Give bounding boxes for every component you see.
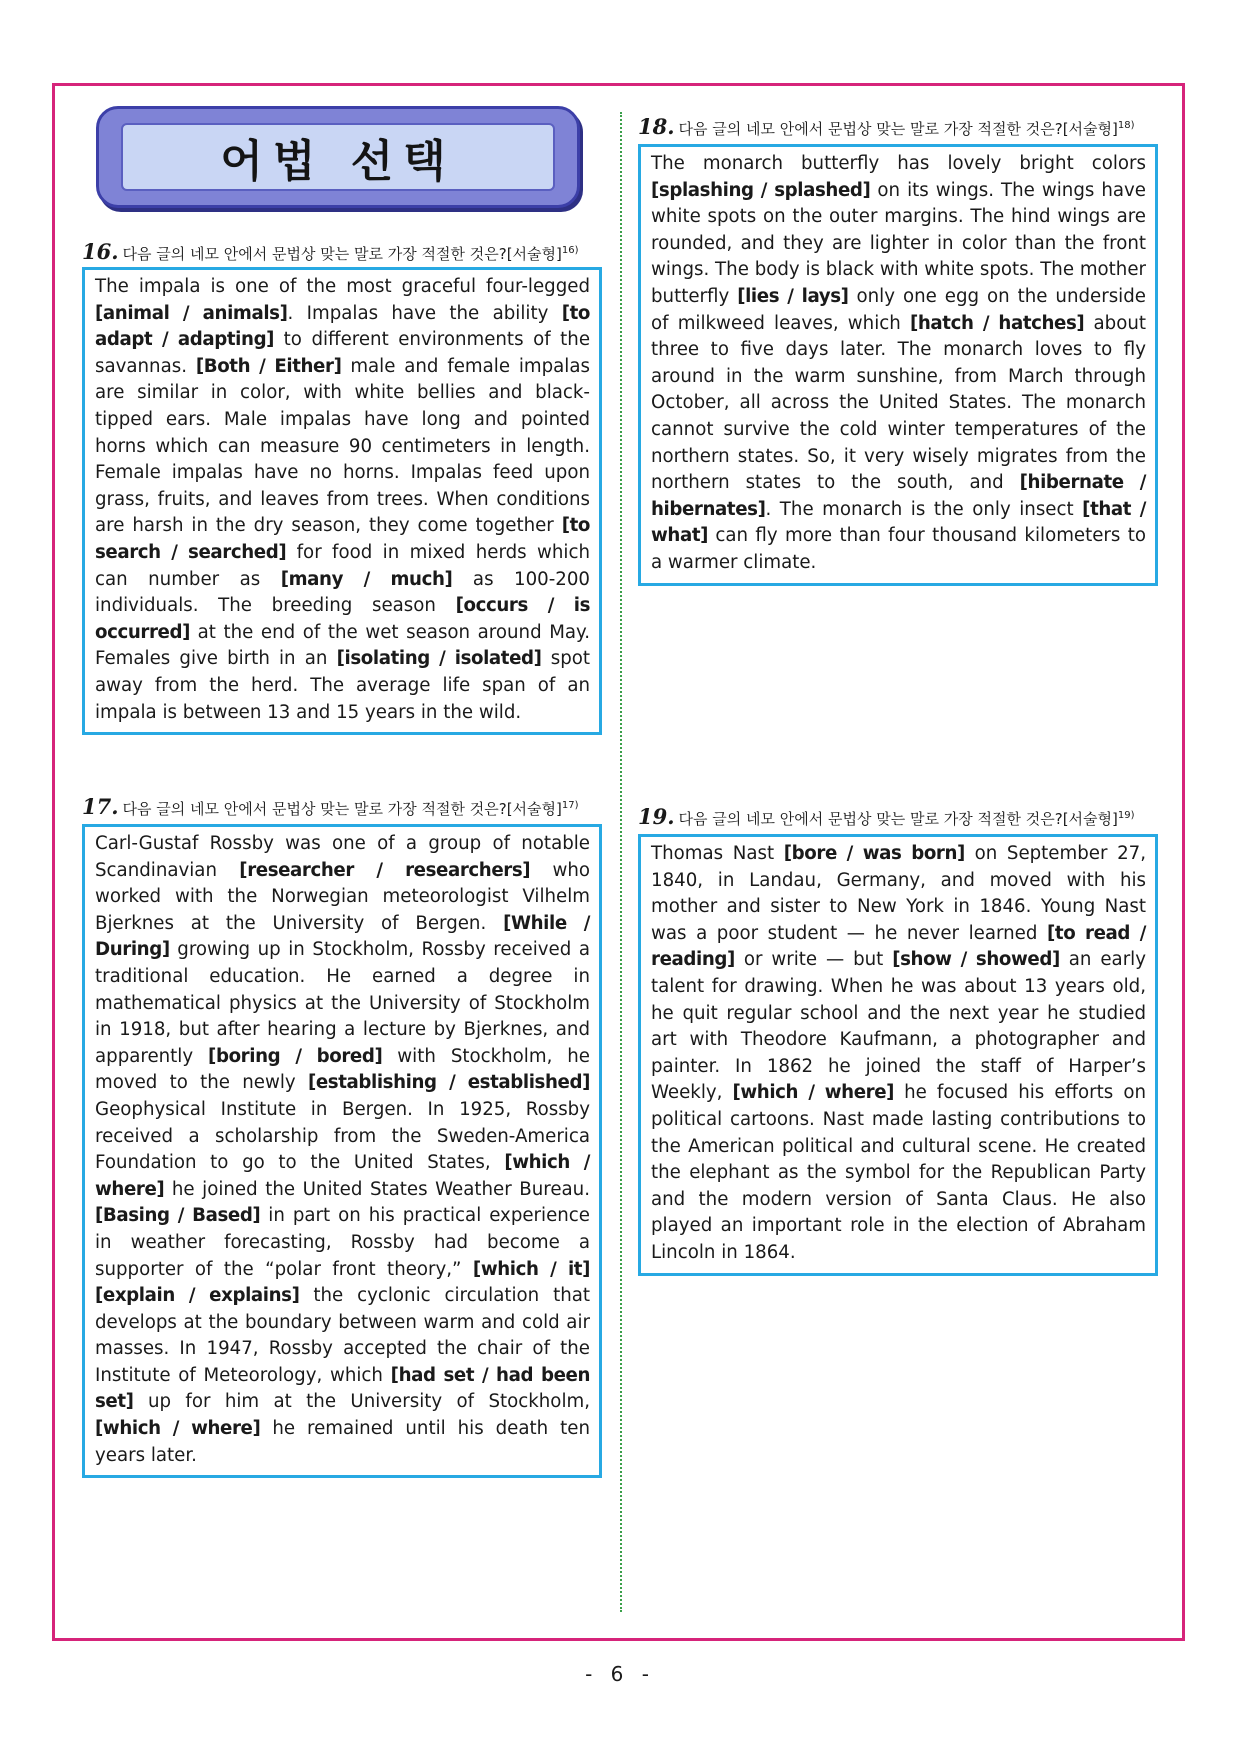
question-number: 17. bbox=[82, 794, 119, 819]
answer-option: [show / showed] bbox=[892, 949, 1060, 971]
passage-text: in part on his practical experience in weather forecasting, Rossby had become a supporter of the “polar front theory,” bbox=[95, 1205, 590, 1280]
passage-box bbox=[638, 834, 1158, 1276]
section-title: 어법 선택 bbox=[220, 136, 456, 187]
answer-option: [isolating / isolated] bbox=[336, 648, 542, 670]
answer-option: [hatch / hatches] bbox=[909, 312, 1085, 334]
footnote-ref: 16) bbox=[561, 245, 579, 256]
question-18 bbox=[638, 115, 1158, 586]
answer-option: [which / it] bbox=[472, 1258, 590, 1280]
answer-option: [that / what] bbox=[651, 498, 1146, 547]
passage-box bbox=[82, 824, 602, 1478]
section-banner bbox=[96, 106, 580, 208]
question-header bbox=[638, 115, 1158, 140]
answer-option: [researcher / researchers] bbox=[239, 859, 531, 881]
answer-option: [lies / lays] bbox=[737, 285, 849, 307]
passage-text: about three to five days later. The monarch loves to fly around in the warm sunshine, from March through October, all across the United States. The monarch cannot survive the cold winter temperatures of the northern states. So, it very wisely migrates from the northern states to the south, and bbox=[651, 312, 1146, 494]
passage-text: Thomas Nast bbox=[651, 843, 784, 864]
answer-option: [which / where] bbox=[95, 1418, 261, 1440]
page-number: - 6 - bbox=[585, 1662, 655, 1686]
answer-option: [which / where] bbox=[95, 1152, 590, 1200]
passage-text: the cyclonic circulation that develops at the boundary between warm and cold air masses. In 1947, Rossby accepted the chair of the Institute of Meteorology, which bbox=[95, 1285, 590, 1386]
passage-text: for food in mixed herds which can number as bbox=[95, 541, 590, 590]
question-header bbox=[82, 795, 602, 820]
passage-text: he focused his efforts on political cartoons. Nast made lasting contributions to the American political and cultural scene. He created the elephant as the symbol for the Republican Party and the modern version of Santa Claus. He also played an important role in the election of Abraham Lincoln in 1864. bbox=[651, 1082, 1146, 1263]
passage-text: male and female impalas are similar in color, with white bellies and black-tipped ears. Male impalas have long and pointed horns which can measure 90 centimeters in length. Female impalas have no horns. Impalas feed upon grass, fruits, and leaves from trees. When conditions are harsh in the dry season, they come together bbox=[95, 355, 590, 537]
question-16 bbox=[82, 240, 602, 735]
answer-option: [to read / reading] bbox=[651, 922, 1146, 971]
passage-text: can fly more than four thousand kilometers to a warmer climate. bbox=[651, 525, 1146, 573]
passage-text: . The monarch is the only insect bbox=[765, 498, 1083, 520]
passage-text: he remained until his death ten years later. bbox=[95, 1418, 590, 1466]
passage-text: Carl-Gustaf Rossby was one of a group of notable Scandinavian bbox=[95, 833, 590, 881]
question-prompt: 다음 글의 네모 안에서 문법상 맞는 말로 가장 적절한 것은?[서술형] bbox=[122, 245, 562, 263]
question-prompt: 다음 글의 네모 안에서 문법상 맞는 말로 가장 적절한 것은?[서술형] bbox=[678, 120, 1118, 138]
answer-option: [bore / was born] bbox=[783, 843, 965, 864]
passage-text: he joined the United States Weather Bureau. bbox=[164, 1178, 590, 1200]
answer-option: [to search / searched] bbox=[95, 515, 590, 563]
passage-text: Geophysical Institute in Bergen. In 1925, Rossby received a scholarship from the Sweden-America Foundation to go to the United States, bbox=[95, 1098, 590, 1174]
passage-text: on September 27, 1840, in Landau, Germany, and moved with his mother and sister to New York in 1846. Young Nast was a poor student — he never learned bbox=[651, 843, 1146, 944]
passage-text: growing up in Stockholm, Rossby received a traditional education. He earned a degree in mathematical physics at the University of Stockholm in 1918, but after hearing a lecture by Bjerknes, and apparently bbox=[95, 939, 590, 1067]
question-header bbox=[82, 240, 602, 265]
answer-option: [which / where] bbox=[732, 1082, 895, 1104]
column-divider bbox=[620, 112, 622, 1612]
passage-text: at the end of the wet season around May. Females give birth in an bbox=[95, 621, 590, 670]
answer-option: [Basing / Based] bbox=[95, 1205, 261, 1227]
passage-text: or write — but bbox=[734, 949, 893, 971]
section-banner-inner bbox=[121, 123, 555, 191]
footnote-ref: 18) bbox=[1117, 120, 1135, 131]
passage-text: The impala is one of the most graceful four-legged bbox=[95, 276, 590, 297]
answer-option: [hibernate / hibernates] bbox=[651, 472, 1147, 520]
answer-option: [explain / explains] bbox=[95, 1285, 300, 1307]
passage-text: The monarch butterfly has lovely bright colors bbox=[651, 153, 1146, 174]
passage-box bbox=[82, 267, 602, 735]
passage-text: with Stockholm, he moved to the newly bbox=[95, 1045, 590, 1094]
question-17 bbox=[82, 795, 602, 1478]
answer-option: [While / During] bbox=[95, 912, 590, 961]
question-number: 18. bbox=[638, 114, 675, 139]
passage-text: spot away from the herd. The average life span of an impala is between 13 and 15 years in the wild. bbox=[95, 648, 591, 723]
question-header bbox=[638, 805, 1158, 830]
answer-option: [establishing / established] bbox=[307, 1072, 590, 1094]
footnote-ref: 19) bbox=[1117, 810, 1135, 821]
passage-text: only one egg on the underside of milkweed leaves, which bbox=[651, 285, 1146, 334]
passage-box bbox=[638, 144, 1158, 586]
passage-text: who worked with the Norwegian meteorologist Vilhelm Bjerknes at the University of Bergen. bbox=[95, 859, 591, 934]
answer-option: [had set / had been set] bbox=[95, 1364, 590, 1413]
passage-text: an early talent for drawing. When he was about 13 years old, he quit regular school and the next year he studied art with Theodore Kaufmann, a photographer and painter. In 1862 he joined the staff of Harper’s Weekly, bbox=[651, 949, 1146, 1104]
answer-option: [to adapt / adapting] bbox=[95, 302, 590, 351]
passage-text: up for him at the University of Stockholm, bbox=[133, 1391, 590, 1413]
question-19 bbox=[638, 805, 1158, 1276]
answer-option: [splashing / splashed] bbox=[651, 179, 871, 201]
answer-option: [boring / bored] bbox=[208, 1045, 383, 1067]
answer-option: [Both / Either] bbox=[195, 355, 342, 377]
passage-text: . Impalas have the ability bbox=[287, 302, 562, 324]
question-prompt: 다음 글의 네모 안에서 문법상 맞는 말로 가장 적절한 것은?[서술형] bbox=[678, 810, 1118, 828]
passage-text: to different environments of the savannas. bbox=[95, 329, 591, 377]
answer-option: [animal / animals] bbox=[95, 302, 288, 324]
answer-option: [many / much] bbox=[280, 568, 453, 590]
answer-option: [occurs / is occurred] bbox=[95, 595, 590, 643]
passage-text: on its wings. The wings have white spots on the outer margins. The hind wings are rounded, and they are lighter in color than the front wings. The body is black with white spots. The mother butterfly bbox=[651, 179, 1146, 307]
question-number: 16. bbox=[82, 239, 119, 264]
passage-text: as 100-200 individuals. The breeding season bbox=[95, 568, 590, 617]
question-prompt: 다음 글의 네모 안에서 문법상 맞는 말로 가장 적절한 것은?[서술형] bbox=[122, 800, 562, 818]
footnote-ref: 17) bbox=[561, 800, 579, 811]
question-number: 19. bbox=[638, 804, 675, 829]
